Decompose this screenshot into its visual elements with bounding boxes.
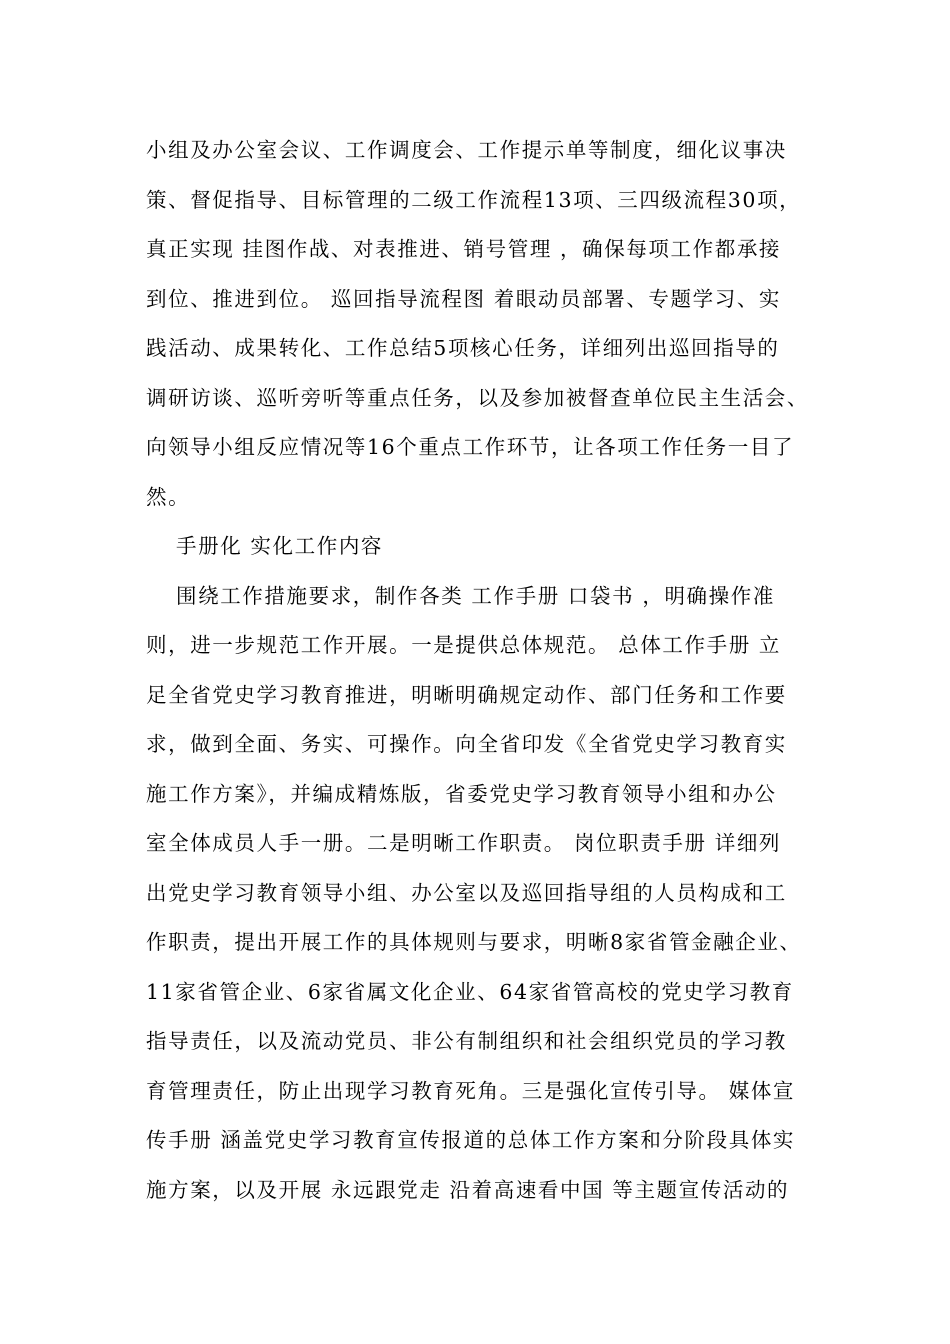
text-line: 室全体成员人手一册。二是明晰工作职责。 岗位职责手册 详细列: [146, 831, 782, 855]
text-line: 践活动、成果转化、工作总结5项核心任务，详细列出巡回指导的: [146, 336, 780, 360]
text-line: 策、督促指导、目标管理的二级工作流程13项、三四级流程30项，: [146, 187, 802, 212]
text-line: 围绕工作措施要求，制作各类 工作手册 口袋书 ，明确操作准: [176, 583, 775, 608]
text-line: 指导责任，以及流动党员、非公有制组织和社会组织党员的学习教: [146, 1029, 787, 1053]
text-line: 育管理责任，防止出现学习教育死角。三是强化宣传引导。 媒体宣: [146, 1078, 796, 1103]
text-line: 11家省管企业、6家省属文化企业、64家省管高校的党史学习教育: [146, 979, 794, 1004]
text-line: 施方案，以及开展 永远跟党走 沿着高速看中国 等主题宣传活动的: [146, 1177, 790, 1202]
text-line: 真正实现 挂图作战、对表推进、销号管理 ，确保每项工作都承接: [146, 237, 782, 261]
text-line: 调研访谈、巡听旁听等重点任务，以及参加被督查单位民主生活会、: [146, 385, 809, 410]
text-line: 传手册 涵盖党史学习教育宣传报道的总体工作方案和分阶段具体实: [146, 1128, 796, 1152]
text-line: 作职责，提出开展工作的具体规则与要求，明晰8家省管金融企业、: [146, 930, 802, 954]
text-line: 出党史学习教育领导小组、办公室以及巡回指导组的人员构成和工: [146, 880, 787, 905]
text-line: 则，进一步规范工作开展。一是提供总体规范。 总体工作手册 立: [146, 633, 782, 657]
text-line: 足全省党史学习教育推进，明晰明确规定动作、部门任务和工作要: [146, 682, 787, 707]
text-line: 求，做到全面、务实、可操作。向全省印发《全省党史学习教育实: [146, 732, 787, 756]
text-line: 到位、推进到位。 巡回指导流程图 着眼动员部署、专题学习、实: [146, 286, 782, 311]
text-line: 小组及办公室会议、工作调度会、工作提示单等制度，细化议事决: [146, 138, 787, 162]
document-body: [146, 126, 816, 1215]
text-line: 向领导小组反应情况等16个重点工作环节，让各项工作任务一目了: [146, 435, 795, 459]
text-line: 然。: [146, 484, 191, 509]
text-line: 施工作方案》，并编成精炼版，省委党史学习教育领导小组和办公: [146, 781, 777, 806]
text-line: 手册化 实化工作内容: [176, 534, 384, 558]
